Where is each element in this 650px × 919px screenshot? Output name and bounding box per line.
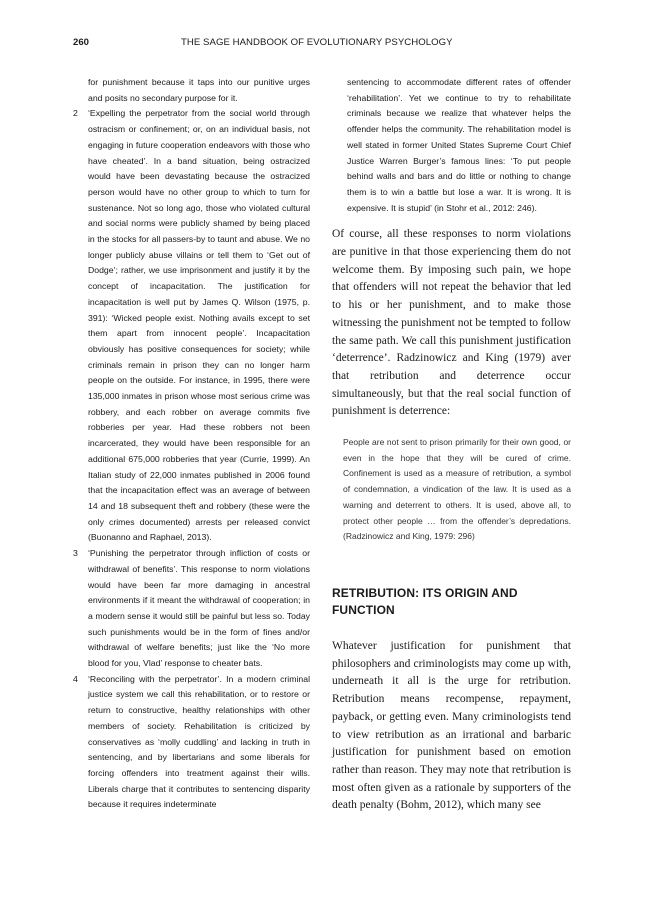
body-paragraph-retribution: Whatever justification for punishment that philosophers and criminologists may come up with, underneath it all is the urge for retribution. Retribution means recompense, repayment, payback, or getting even. Many criminologists tend to view retribution as an irrational and barbaric justification for punishment based on emotion rather than reason. They may note that retribution is most often given as a rationale by supporters of the death penalty (Bohm, 2012), which many see: [332, 639, 571, 812]
list-item-2: [73, 106, 310, 546]
list-item-number: 3: [73, 548, 78, 559]
block-quote: People are not sent to prison primarily for their own good, or even in the hope that they will be cured of crime. Confinement is used as a measure of retribution, a symbol of condemnation, a vindication of the law. It is used as a warning and deterrent to others. It is used, above all, to protect other people … from the offender’s depredations. (Radzinowicz and King, 1979: 296): [343, 437, 571, 542]
list-item-3: [73, 546, 310, 672]
list-item-text: ‘Punishing the perpetrator through infliction of costs or withdrawal of benefits’. This response to norm violations would have been far more damaging in ancestral environments if it meant the withdrawal of cooperation; in a modern sense it would still be painful but less so. Today such punishments would be in the form of fines and/or withdrawal of welfare benefits; just like the ‘No more blood for you, Vlad’ response to cheater bats.: [88, 548, 310, 669]
section-heading: RETRIBUTION: ITS ORIGIN AND FUNCTION: [332, 585, 518, 617]
note-continuation-text: for punishment because it taps into our punitive urges and posits no secondary purpose for it.: [88, 77, 310, 103]
list-item-4: [73, 672, 310, 813]
left-column: [73, 75, 310, 813]
right-column: [332, 75, 571, 815]
note-continuation-right: [332, 75, 571, 216]
list-item-text: ‘Reconciling with the perpetrator’. In a modern criminal justice system we call this rehabilitation, or to restore or return to constructive, healthy relationships with other members of society. Rehabilitation is criticized by conservatives as ‘molly cuddling’ and lacking in truth in sentencing, and by libertarians and some liberals for forcing offenders into treatment against their wills. Liberals charge that it contributes to sentencing disparity because it requires indeterminate: [88, 673, 310, 810]
running-header: [73, 37, 577, 51]
list-item-text: ‘Expelling the perpetrator from the social world through ostracism or confinement; or, on an individual basis, not engaging in future cooperation endeavors with those who have cheated’. In a band situation, being ostracized would have been devastating because the ostracized person would have no other group to which to turn for sustenance. Not so long ago, those who violated cultural and social norms were publicly shamed by being placed in the stocks for all passers-by to taunt and abuse. We no longer publicly abuse villains or tell them to ‘Get out of Dodge’; rather, we use imprisonment and justify it by the concept of incapacitation. The justification for incapacitation is well put by James Q. Wilson (1975, p. 391): ‘Wicked people exist. Nothing avails except to set them apart from innocent people’. Incapacitation obviously has positive consequences for society; while criminals remain in prison they can no longer harm people on the outside. For instance, in 1995, there were 135,000 inmates in prison whose most serious crime was robbery, and each robber on average commits five robberies per year. Had these robbers not been incarcerated, they would have been responsible for an additional 675,000 robberies that year (Currie, 1999). An Italian study of 22,000 inmates published in 2006 found that the incapacitation effect was an average of between 14 and 18 subsequent theft and robbery (these were the only crimes documented) arrests per released convict (Buonanno and Raphael, 2013).: [88, 108, 310, 543]
body-paragraph-deterrence: Of course, all these responses to norm violations are punitive in that those experiencing them do not welcome them. By imposing such pain, we hope that offenders will not repeat the behavior that led to his or her punishment, and to make those witnessing the punishment not be tempted to follow the same path. We call this punishment justification ‘deterrence’. Radzinowicz and King (1979) aver that retribution and deterrence occur simultaneously, but that the real social function of punishment is deterrence:: [332, 228, 571, 418]
running-title: THE SAGE HANDBOOK OF EVOLUTIONARY PSYCHOLOGY: [181, 37, 453, 48]
list-item-number: 2: [73, 108, 78, 119]
list-item-number: 4: [73, 673, 78, 684]
note-continuation: [73, 75, 310, 106]
note-continuation-right-text: sentencing to accommodate different rates of offender ‘rehabilitation’. Yet we continue to try to rehabilitate criminals because we realize that whatever helps the offender helps the community. The rehabilitation model is well stated in former United States Supreme Court Chief Justice Warren Burger’s famous lines: ‘To put people behind walls and bars and do little or nothing to change them is to win a battle but lose a war. It is wrong. It is expensive. It is stupid’ (in Stohr et al., 2012: 246).: [347, 77, 571, 213]
page-number: 260: [73, 37, 90, 48]
